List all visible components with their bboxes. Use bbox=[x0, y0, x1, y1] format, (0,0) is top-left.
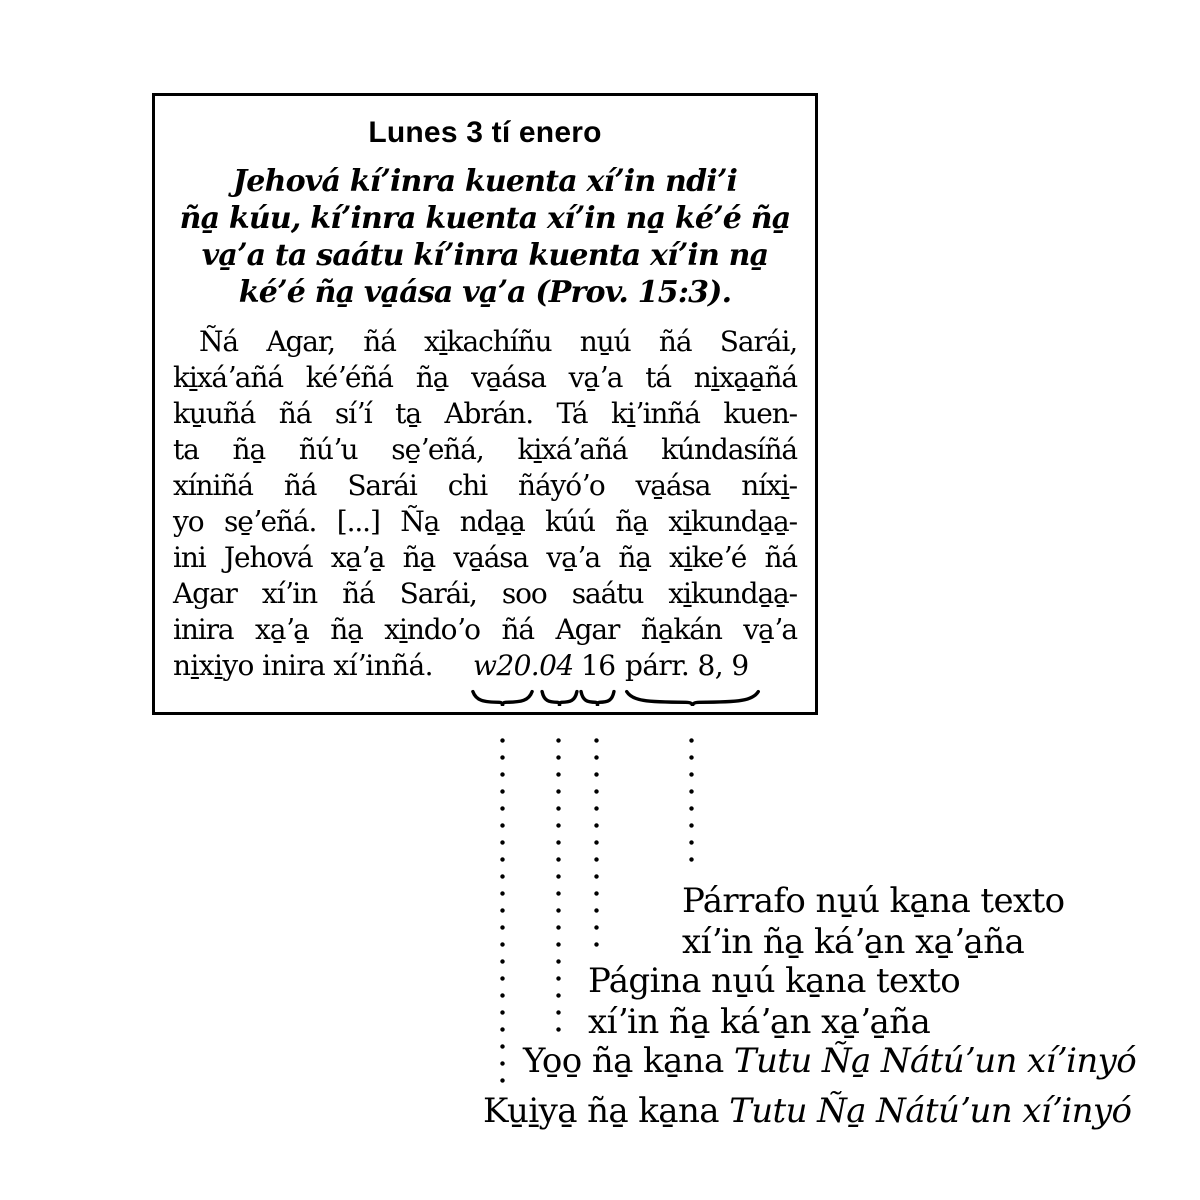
callout-page-line2: xíʼin ña̱ káʼa̱n xa̱ʼa̱ña bbox=[588, 1002, 931, 1042]
callout-page bbox=[588, 961, 960, 1043]
callout-year-publication: Tutu Ña̱ Nátúʼun xíʼinyó bbox=[729, 1091, 1132, 1131]
citation-month: 04 bbox=[539, 649, 574, 682]
callout-paragraph-line1: Párrafo nu̱ú ka̱na texto bbox=[682, 881, 1065, 921]
comment-last-line bbox=[173, 648, 797, 684]
comment-line: Agar xíʼin ñá Sarái, soo saátu xi̱kunda̱a̱- bbox=[173, 577, 797, 610]
citation-page: 16 bbox=[581, 649, 616, 682]
underbrace-page-icon bbox=[580, 690, 615, 706]
dotted-leader-month bbox=[556, 732, 561, 1034]
callout-month-prefix: Yo̱o̱ ña̱ ka̱na bbox=[523, 1041, 734, 1081]
citation-separator: . bbox=[530, 649, 540, 682]
callout-paragraph-line2: xíʼin ña̱ káʼa̱n xa̱ʼa̱ña bbox=[682, 922, 1025, 962]
comment-line: ku̱uñá ñá síʼí ta̱ Abrán. Tá ki̱ʼinñá kuen- bbox=[173, 397, 797, 430]
comment-line-fragment: ni̱xi̱yo inira xíʼinñá. bbox=[173, 649, 433, 682]
callout-page-line1: Página nu̱ú ka̱na texto bbox=[588, 961, 961, 1001]
underbrace-paragraph-icon bbox=[624, 690, 761, 706]
comment-line: ki̱xáʼañá kéʼéñá ña̱ va̱ása va̱ʼa tá ni̱xa̱a̱ñá bbox=[173, 361, 797, 394]
scripture-line: va̱ʼa ta saátu kíʼinra kuenta xíʼin na̱ bbox=[201, 238, 769, 273]
comment-line: inira xa̱ʼa̱ ña̱ xi̱ndoʼo ñá Agar ña̱kán va̱ʼa bbox=[173, 613, 797, 646]
dotted-leader-paragraph bbox=[689, 732, 694, 871]
comment-line: yo se̱ʼeñá. [...] Ña̱ nda̱a̱ kúú ña̱ xi̱kunda̱a̱- bbox=[173, 505, 797, 538]
date-heading: Lunes 3 tí enero bbox=[368, 116, 602, 149]
callout-month-publication: Tutu Ña̱ Nátúʼun xíʼinyó bbox=[733, 1041, 1137, 1081]
scripture-line: ña̱ kúu, kíʼinra kuenta xíʼin na̱ kéʼé ña̱ bbox=[179, 201, 791, 236]
comment-line: xíniñá ñá Sarái chi ñáyóʼo va̱ása níxi̱- bbox=[173, 469, 797, 502]
callout-year-prefix: Ku̱i̱ya̱ ña̱ ka̱na bbox=[483, 1091, 730, 1131]
callout-year bbox=[483, 1091, 1131, 1132]
scripture-line: kéʼé ña̱ va̱ása va̱ʼa (Prov. 15:3). bbox=[238, 275, 732, 310]
citation-paragraph: párr. 8, 9 bbox=[625, 649, 749, 682]
scripture-line: Jehová kíʼinra kuenta xíʼin ndiʼi bbox=[232, 164, 738, 199]
scripture-text bbox=[173, 163, 797, 311]
comment-text bbox=[173, 324, 797, 684]
daily-text-box bbox=[152, 93, 818, 715]
comment-line: ini Jehová xa̱ʼa̱ ña̱ va̱ása va̱ʼa ña̱ xi̱keʼé ñá bbox=[173, 541, 797, 574]
callout-paragraph bbox=[682, 881, 1065, 963]
dotted-leader-page bbox=[594, 732, 599, 953]
citation-issue bbox=[473, 648, 574, 684]
underbrace-year-icon bbox=[471, 690, 534, 706]
citation-year: w20 bbox=[473, 649, 531, 682]
callout-month bbox=[523, 1041, 1136, 1082]
dotted-leader-year bbox=[500, 732, 505, 1086]
comment-line: Ñá Agar, ñá xi̱kachíñu nu̱ú ñá Sarái, bbox=[199, 325, 797, 358]
underbrace-month-icon bbox=[541, 690, 578, 706]
comment-line: ta ña̱ ñúʼu se̱ʼeñá, ki̱xáʼañá kúndasíñá bbox=[173, 433, 797, 466]
